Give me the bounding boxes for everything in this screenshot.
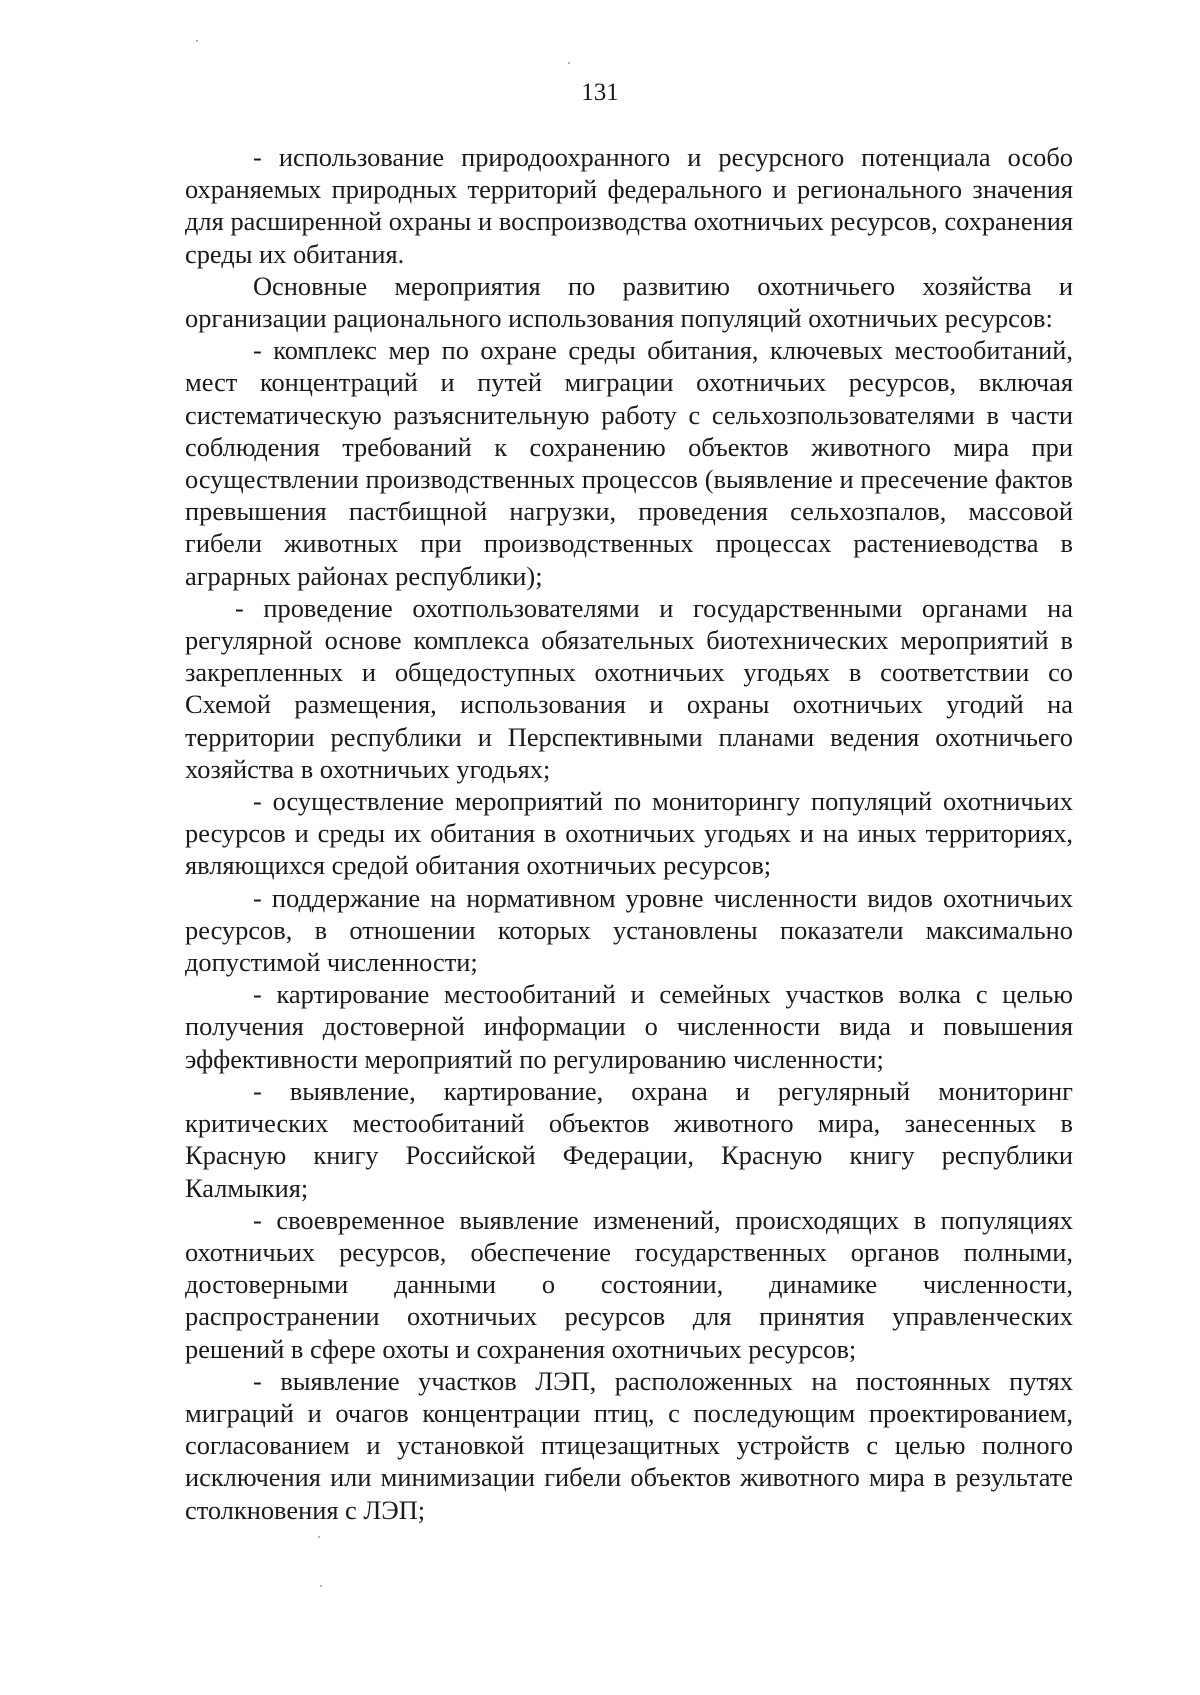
scan-speck bbox=[320, 1585, 322, 1587]
scan-speck bbox=[318, 1536, 320, 1538]
paragraph-wolf-mapping: - картирование местообитаний и семейных участков волка с целью получения достоверной информации о численности вида и повышения эффективности мероприятий по регулированию численности; bbox=[185, 979, 1073, 1074]
paragraph-habitat-protection: - комплекс мер по охране среды обитания, ключевых местообитаний, мест концентраций и путей миграции охотничьих ресурсов, включая систематическую разъяснительную работу с сельхозпользователями в части соблюдения требований к сохранению объектов животного мира при осуществлении производственных процессов (выявление и пресечение фактов превышения пастбищной нагрузки, проведения сельхозпалов, массовой гибели животных при производственных процессах растениеводства в аграрных районах республики); bbox=[185, 335, 1073, 591]
paragraph-red-book-habitats: - выявление, картирование, охрана и регулярный мониторинг критических местообитаний объектов животного мира, занесенных в Красную книгу Российской Федерации, Красную книгу республики Калмыкия; bbox=[185, 1075, 1073, 1203]
paragraph-main-measures-intro: Основные мероприятия по развитию охотничьего хозяйства и организации рационального использования популяций охотничьих ресурсов: bbox=[185, 270, 1073, 334]
paragraph-timely-detection: - своевременное выявление изменений, происходящих в популяциях охотничьих ресурсов, обеспечение государственных органов полными, достоверными данными о состоянии, динамике численности, распространении охотничьих ресурсов для принятия управленческих решений в сфере охоты и сохранения охотничьих ресурсов; bbox=[185, 1204, 1073, 1364]
page-number: 131 bbox=[581, 79, 619, 106]
document-body bbox=[185, 141, 1073, 1526]
paragraph-biotechnical-measures: - проведение охотпользователями и государственными органами на регулярной основе комплекса обязательных биотехнических мероприятий в закрепленных и общедоступных охотничьих угодьях в соответствии со Схемой размещения, использования и охраны охотничьих угодий на территории республики и Перспективными планами ведения охотничьего хозяйства в охотничьих угодьях; bbox=[185, 592, 1073, 784]
paragraph-power-lines: - выявление участков ЛЭП, расположенных на постоянных путях миграций и очагов концентрации птиц, с последующим проектированием, согласованием и установкой птицезащитных устройств с целью полного исключения или минимизации гибели объектов животного мира в результате столкновения с ЛЭП; bbox=[185, 1365, 1073, 1525]
paragraph-protected-areas: - использование природоохранного и ресурсного потенциала особо охраняемых природных территорий федерального и регионального значения для расширенной охраны и воспроизводства охотничьих ресурсов, сохранения среды их обитания. bbox=[185, 142, 1073, 269]
scan-speck bbox=[196, 40, 198, 42]
paragraph-monitoring: - осуществление мероприятий по мониторингу популяций охотничьих ресурсов и среды их обитания в охотничьих угодьях и на иных территориях, являющихся средой обитания охотничьих ресурсов; bbox=[185, 786, 1073, 881]
scan-speck bbox=[568, 62, 570, 64]
paragraph-population-control: - поддержание на нормативном уровне численности видов охотничьих ресурсов, в отношении которых установлены показатели максимально допустимой численности; bbox=[185, 882, 1073, 978]
